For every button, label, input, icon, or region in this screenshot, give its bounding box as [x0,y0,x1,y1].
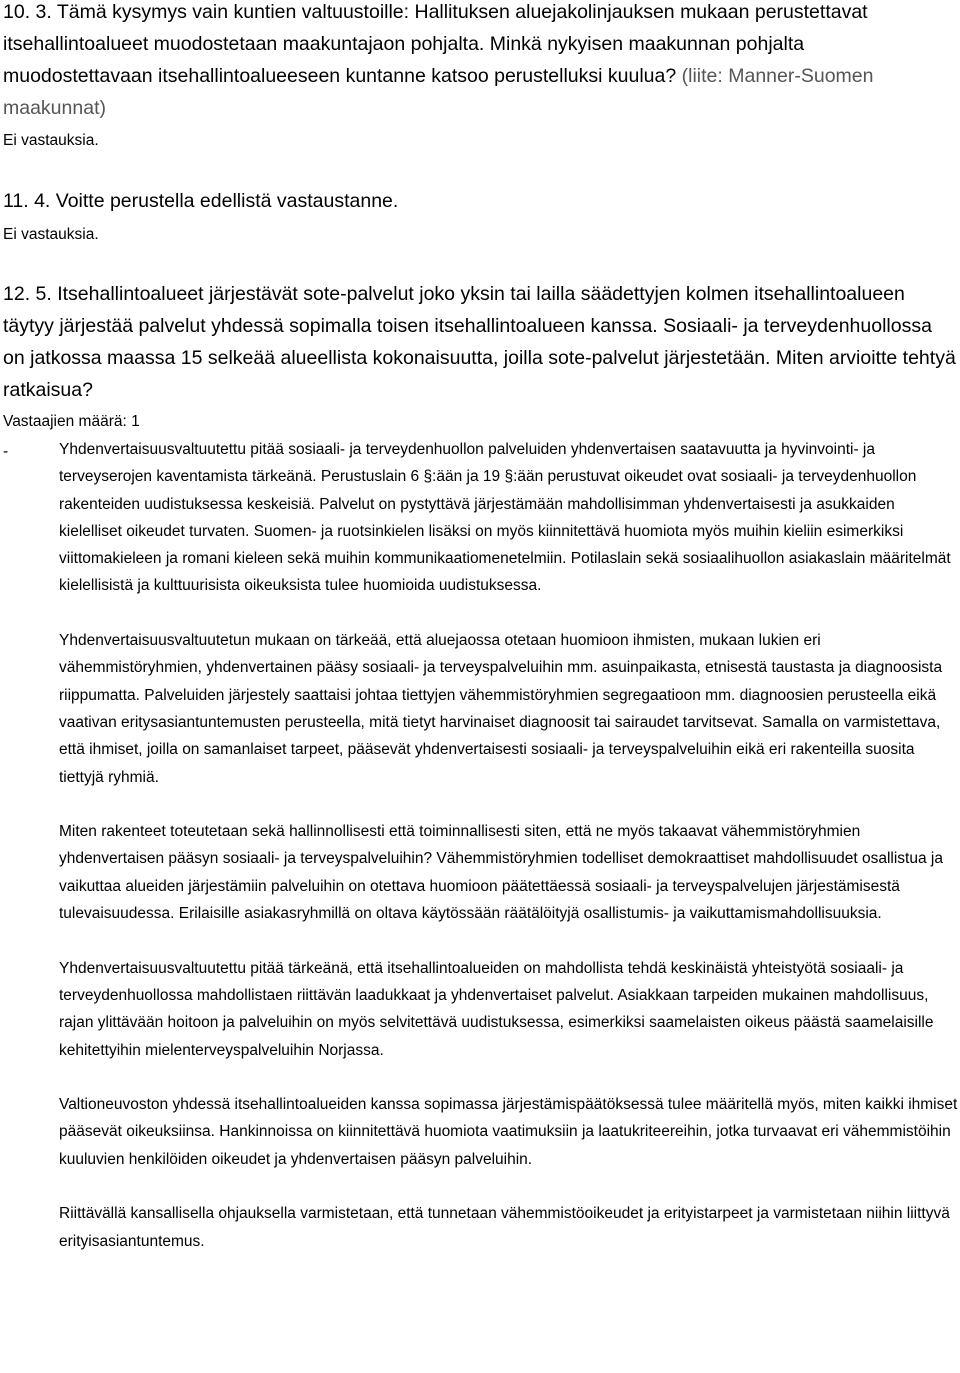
paragraph-spacer [3,791,958,818]
respondent-count-value: 1 [131,413,140,430]
question-10-note: (liite: Manner-Suomen maakunnat) [3,65,874,119]
answer-paragraph: Valtioneuvoston yhdessä itsehallintoalueiden kanssa sopimassa järjestämispäätöksessä tulee määritellä myös, miten kaikki ihmiset pääsevät oikeuksiinsa. Hankinnoissa on kiinnitettävä huomiota vaatimuksiin ja laatukriteereihin, jotka turvaavat eri vähemmistöihin kuuluvien henkilöiden oikeudet ja yhdenvertaisen pääsyn palveluihin. [59,1096,958,1168]
paragraph-spacer [3,1064,958,1091]
answer-paragraph: Yhdenvertaisuusvaltuutetun mukaan on tärkeää, että aluejaossa otetaan huomioon ihmisten, mukaan lukien eri vähemmistöryhmien, yhdenvertainen pääsy sosiaali- ja terveyspalveluihin mm. asuinpaikasta, etnisestä taustasta ja diagnoosista riippumatta. Palveluiden järjestely saattaisi johtaa tiettyjen vähemmistöryhmien segregaatioon mm. diagnoosien perusteella eikä vaativan eritysasiantuntemusten perusteella, mitä tietyt harvinaiset diagnoosit tai sairaudet tarvitsevat. Samalla on varmistettava, että ihmiset, joilla on samanlaiset tarpeet, pääsevät yhdenvertaisesti sosiaali- ja terveyspalveluihin eikä eri rakenteilla suosita tiettyjä ryhmiä. [59,632,943,786]
respondent-count-label: Vastaajien määrä: [3,413,127,430]
respondent-count [3,409,140,435]
question-10 [0,0,953,124]
paragraph-spacer [3,927,958,954]
question-11-no-answers: Ei vastauksia. [3,226,99,243]
answer-paragraph: Riittävällä kansallisella ohjauksella varmistetaan, että tunnetaan vähemmistöoikeudet ja erityistarpeet ja varmistetaan niihin liittyvä erityisasiantuntemus. [59,1205,950,1250]
question-10-text: 10. 3. Tämä kysymys vain kuntien valtuustoille: Hallituksen aluejakolinjauksen mukaan perustettavat itsehallintoalueet muodostetaan maakuntajaon pohjalta. Minkä nykyisen maakunnan pohjalta muodostettavaan itsehallintoalueeseen kuntanne katsoo perustelluksi kuulua? [3,1,868,87]
question-12: 12. 5. Itsehallintoalueet järjestävät sote-palvelut joko yksin tai lailla säädettyjen kolmen itsehallintoalueen täytyy järjestää palvelut yhdessä sopimalla toisen itsehallintoalueen kanssa. Sosiaali- ja terveydenhuollossa on jatkossa maassa 15 selkeää alueellista kokonaisuutta, joilla sote-palvelut järjestetään. Miten arvioitte tehtyä ratkaisua? [3,283,956,401]
question-10-no-answers: Ei vastauksia. [3,132,99,149]
answer-paragraph: Yhdenvertaisuusvaltuutettu pitää sosiaali- ja terveydenhuollon palveluiden yhdenvertaisen saatavuutta ja hyvinvointi- ja terveyserojen kaventamista tärkeänä. Perustuslain 6 §:ään ja 19 §:ään perustuvat oikeudet ovat sosiaali- ja terveydenhuollon rakenteiden uudistuksessa keskeisiä. Palvelut on pystyttävä järjestämään mahdollisimman yhdenvertaisesti ja asukkaiden kielelliset oikeudet turvaten. Suomen- ja ruotsinkielen lisäksi on myös kiinnitettävä huomiota myös muihin kieliin esimerkiksi viittomakieleen ja romani kieleen sekä muihin kommunikaatiomenetelmiin. Potilaslain sekä sosiaalihuollon asiakaslain määritelmät kielellisistä ja kulttuurisista oikeuksista tulee huomioida uudistuksessa. [59,441,951,595]
paragraph-spacer [3,600,958,627]
answer-dash: - [3,443,9,460]
paragraph-spacer [3,1173,958,1200]
question-11: 11. 4. Voitte perustella edellistä vastaustanne. [3,190,399,212]
answer-paragraph: Miten rakenteet toteutetaan sekä hallinnollisesti että toiminnallisesti siten, että ne myös takaavat vähemmistöryhmien yhdenvertaisen pääsyn sosiaali- ja terveyspalveluihin? Vähemmistöryhmien todelliset demokraattiset mahdollisuudet osallistua ja vaikuttaa alueiden järjestämiin palveluihin on otettava huomioon päätettäessä sosiaali- ja terveyspalvelujen järjestämisestä tulevaisuudessa. Erilaisille asiakasryhmillä on oltava käytössään räätälöityjä osallistumis- ja vaikuttamismahdollisuuksia. [59,823,943,923]
answer-block [3,436,958,1255]
answer-paragraph: Yhdenvertaisuusvaltuutettu pitää tärkeänä, että itsehallintoalueiden on mahdollista tehdä keskinäistä yhteistyötä sosiaali- ja terveydenhuollossa mahdollistaen riittävän laadukkaat ja yhdenvertaiset palvelut. Asiakkaan tarpeiden mukainen mahdollisuus, rajan ylittävään hoitoon ja palveluihin on myös selvitettävä uudistuksessa, esimerkiksi saamelaisten oikeus päästä saamelaisille kehitettyihin mielenterveyspalveluihin Norjassa. [59,959,934,1059]
